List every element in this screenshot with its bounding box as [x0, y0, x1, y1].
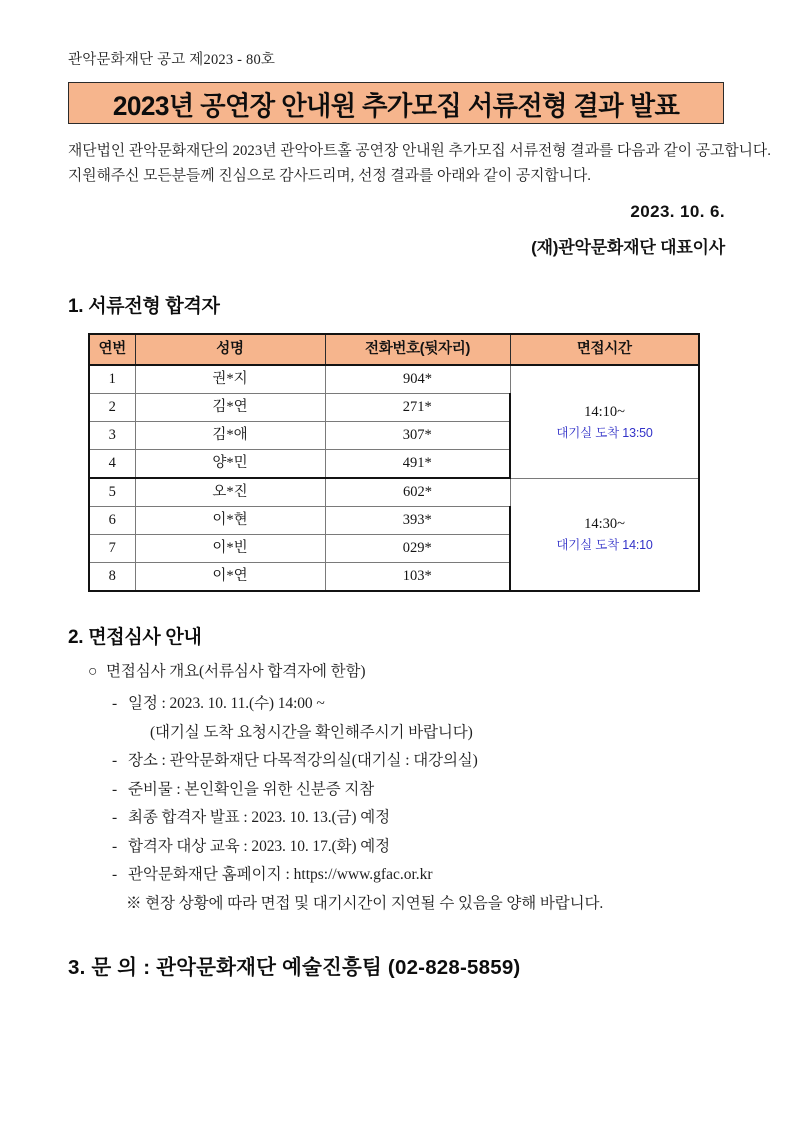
interview-time-2: 14:30~ — [584, 516, 625, 533]
list-item — [112, 776, 603, 805]
intro-paragraph — [68, 139, 771, 189]
cell-no: 7 — [89, 535, 135, 563]
cell-name: 김*연 — [135, 394, 325, 422]
results-table-wrapper — [88, 333, 698, 592]
table-row — [89, 478, 699, 507]
circle-bullet-icon: ○ — [88, 663, 98, 680]
intro-line-1: 재단법인 관악문화재단의 2023년 관악아트홀 공연장 안내원 추가모집 서류전형 결과를 다음과 같이 공고합니다. — [68, 143, 771, 159]
cell-no: 1 — [89, 365, 135, 394]
dash-bullet-icon: - — [112, 809, 118, 826]
column-header-no: 연번 — [89, 334, 135, 365]
interview-overview-item — [88, 659, 365, 681]
cell-name: 이*현 — [135, 507, 325, 535]
cell-tel: 602* — [325, 478, 510, 507]
list-item-text: 준비물 : 본인확인을 위한 신분증 지참 — [128, 780, 375, 798]
results-table-body — [89, 365, 699, 591]
arrival-time-1: 대기실 도착 13:50 — [556, 425, 653, 440]
column-header-tel: 전화번호(뒷자리) — [325, 334, 510, 365]
dash-bullet-icon: - — [112, 837, 118, 855]
cell-tel: 103* — [325, 563, 510, 592]
cell-name: 오*진 — [135, 478, 325, 507]
cell-no: 8 — [89, 563, 135, 592]
list-item-text: 합격자 대상 교육 : 2023. 10. 17.(화) 예정 — [128, 837, 391, 855]
column-header-time: 면접시간 — [510, 334, 699, 365]
dash-bullet-icon: - — [112, 866, 118, 883]
dash-bullet-icon: - — [112, 695, 118, 712]
cell-name: 양*민 — [135, 450, 325, 479]
cell-name: 김*애 — [135, 422, 325, 450]
cell-name: 이*연 — [135, 563, 325, 592]
table-row — [89, 365, 699, 394]
section-1-heading: 1. 서류전형 합격자 — [68, 296, 220, 317]
cell-tel: 393* — [325, 507, 510, 535]
issuer-name: (재)관악문화재단 대표이사 — [531, 238, 725, 257]
list-item-text: 일정 : 2023. 10. 11.(수) 14:00 ~ — [128, 695, 325, 712]
cell-tel: 029* — [325, 535, 510, 563]
column-header-name: 성명 — [135, 334, 325, 365]
list-item — [112, 719, 603, 748]
cell-tel: 307* — [325, 422, 510, 450]
cell-interview-time-group-2 — [510, 478, 699, 591]
list-item-text: 최종 합격자 발표 : 2023. 10. 13.(금) 예정 — [128, 809, 391, 826]
list-item-notice — [112, 890, 603, 919]
list-item-homepage — [112, 861, 603, 890]
issue-date: 2023. 10. 6. — [630, 202, 725, 221]
arrival-time-2: 대기실 도착 14:10 — [556, 538, 653, 553]
interview-detail-list — [112, 690, 603, 918]
cell-no: 3 — [89, 422, 135, 450]
list-item — [112, 747, 603, 776]
homepage-url-text: 관악문화재단 홈페이지 : https://www.gfac.or.kr — [128, 866, 433, 883]
intro-line-2: 지원해주신 모든분들께 진심으로 감사드리며, 선정 결과를 아래와 같이 공지합니다. — [68, 168, 591, 184]
section-2-heading: 2. 면접심사 안내 — [68, 627, 202, 648]
cell-name: 권*지 — [135, 365, 325, 394]
list-item — [112, 833, 603, 862]
list-item — [112, 804, 603, 833]
list-item — [112, 690, 603, 719]
cell-interview-time-group-1 — [510, 365, 699, 478]
table-header-row — [89, 334, 699, 365]
notice-text: ※ 현장 상황에 따라 면접 및 대기시간이 지연될 수 있음을 양해 바랍니다. — [126, 894, 604, 912]
list-item-text: 장소 : 관악문화재단 다목적강의실(대기실 : 대강의실) — [128, 752, 478, 769]
interview-overview-text: 면접심사 개요(서류심사 합격자에 한함) — [106, 663, 366, 680]
dash-bullet-icon: - — [112, 752, 118, 769]
title-banner — [68, 82, 724, 124]
section-3-heading: 3. 문 의 : 관악문화재단 예술진흥팀 (02-828-5859) — [68, 956, 521, 979]
document-number: 관악문화재단 공고 제2023 - 80호 — [68, 52, 276, 68]
dash-bullet-icon: - — [112, 780, 118, 798]
cell-no: 6 — [89, 507, 135, 535]
interview-time-1: 14:10~ — [584, 403, 625, 420]
list-item-text: (대기실 도착 요청시간을 확인해주시기 바랍니다) — [150, 723, 473, 741]
cell-no: 5 — [89, 478, 135, 507]
cell-name: 이*빈 — [135, 535, 325, 563]
cell-no: 2 — [89, 394, 135, 422]
cell-no: 4 — [89, 450, 135, 479]
signature-block — [531, 202, 725, 258]
cell-tel: 904* — [325, 365, 510, 394]
banner-title-text: 2023년 공연장 안내원 추가모집 서류전형 결과 발표 — [112, 90, 680, 121]
results-table — [88, 333, 700, 592]
cell-tel: 491* — [325, 450, 510, 479]
cell-tel: 271* — [325, 394, 510, 422]
